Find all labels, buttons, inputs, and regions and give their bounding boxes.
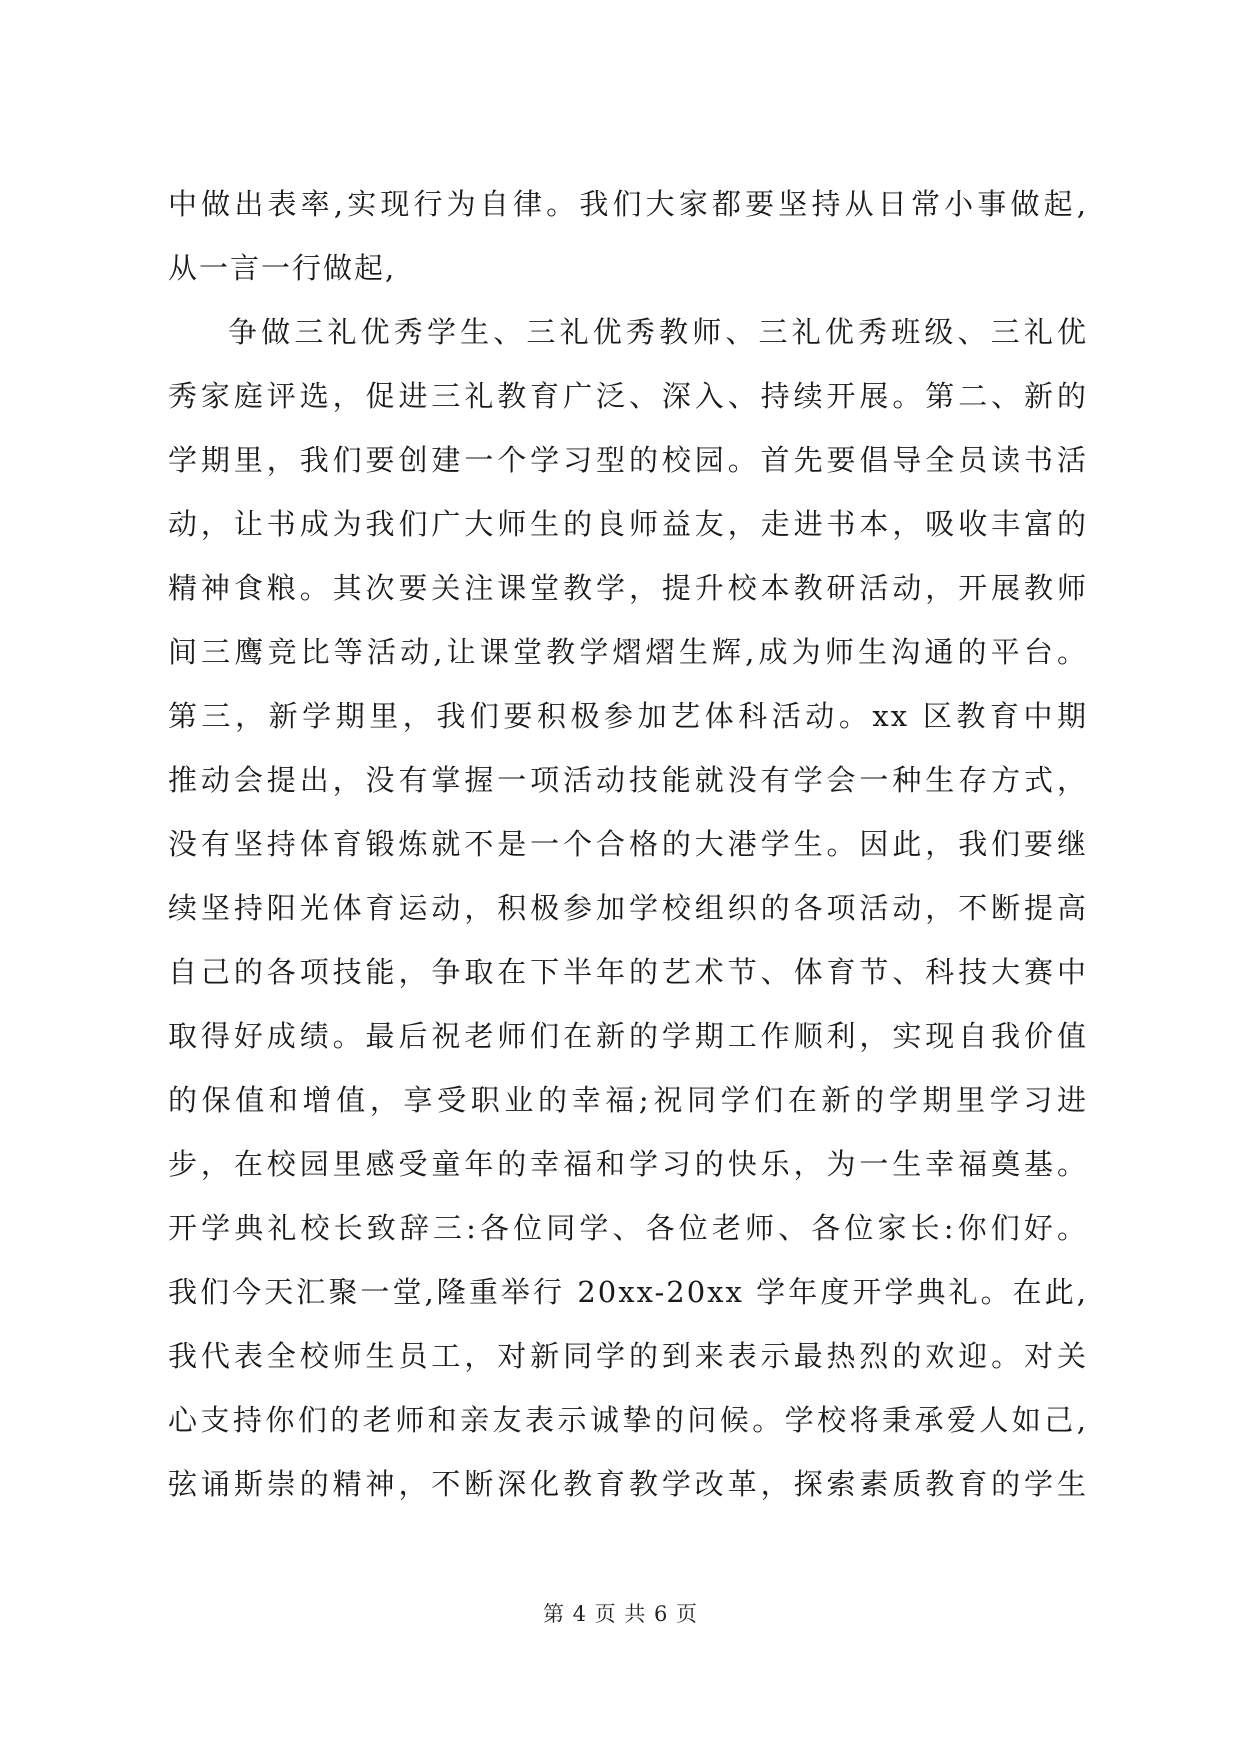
text-line: 自己的各项技能，争取在下半年的艺术节、体育节、科技大赛中	[168, 955, 1088, 989]
text-line: 推动会提出，没有掌握一项活动技能就没有学会一种生存方式，	[168, 763, 1088, 797]
text-line: 间三鹰竞比等活动,让课堂教学熠熠生辉,成为师生沟通的平台。	[168, 635, 1088, 669]
text-line: 中做出表率,实现行为自律。我们大家都要坚持从日常小事做起,	[168, 187, 1088, 221]
text-line: 的保值和增值，享受职业的幸福;祝同学们在新的学期里学习进	[168, 1083, 1088, 1117]
text-line: 弦诵斯崇的精神，不断深化教育教学改革，探索素质教育的学生	[168, 1467, 1088, 1501]
text-line: 我们今天汇聚一堂,隆重举行 20xx-20xx 学年度开学典礼。在此,	[168, 1275, 1088, 1309]
text-line: 第三，新学期里，我们要积极参加艺体科活动。xx 区教育中期	[168, 699, 1088, 733]
paragraph-start-line: 争做三礼优秀学生、三礼优秀教师、三礼优秀班级、三礼优	[228, 315, 1088, 349]
text-line: 我代表全校师生员工，对新同学的到来表示最热烈的欢迎。对关	[168, 1339, 1088, 1373]
text-line: 学期里，我们要创建一个学习型的校园。首先要倡导全员读书活	[168, 443, 1088, 477]
page-number-footer: 第 4 页 共 6 页	[542, 1602, 699, 1626]
text-line: 没有坚持体育锻炼就不是一个合格的大港学生。因此，我们要继	[168, 827, 1088, 861]
text-line: 开学典礼校长致辞三:各位同学、各位老师、各位家长:你们好。	[168, 1211, 1088, 1245]
text-line: 精神食粮。其次要关注课堂教学，提升校本教研活动，开展教师	[168, 571, 1088, 605]
text-line: 动，让书成为我们广大师生的良师益友，走进书本，吸收丰富的	[168, 507, 1088, 541]
text-line: 从一言一行做起,	[168, 251, 397, 285]
text-line: 秀家庭评选，促进三礼教育广泛、深入、持续开展。第二、新的	[168, 379, 1088, 413]
body-text	[168, 172, 1088, 1516]
text-line: 取得好成绩。最后祝老师们在新的学期工作顺利，实现自我价值	[168, 1019, 1088, 1053]
text-line: 续坚持阳光体育运动，积极参加学校组织的各项活动，不断提高	[168, 891, 1088, 925]
text-line: 心支持你们的老师和亲友表示诚挚的问候。学校将秉承爱人如己,	[168, 1403, 1088, 1437]
text-line: 步，在校园里感受童年的幸福和学习的快乐，为一生幸福奠基。	[168, 1147, 1088, 1181]
